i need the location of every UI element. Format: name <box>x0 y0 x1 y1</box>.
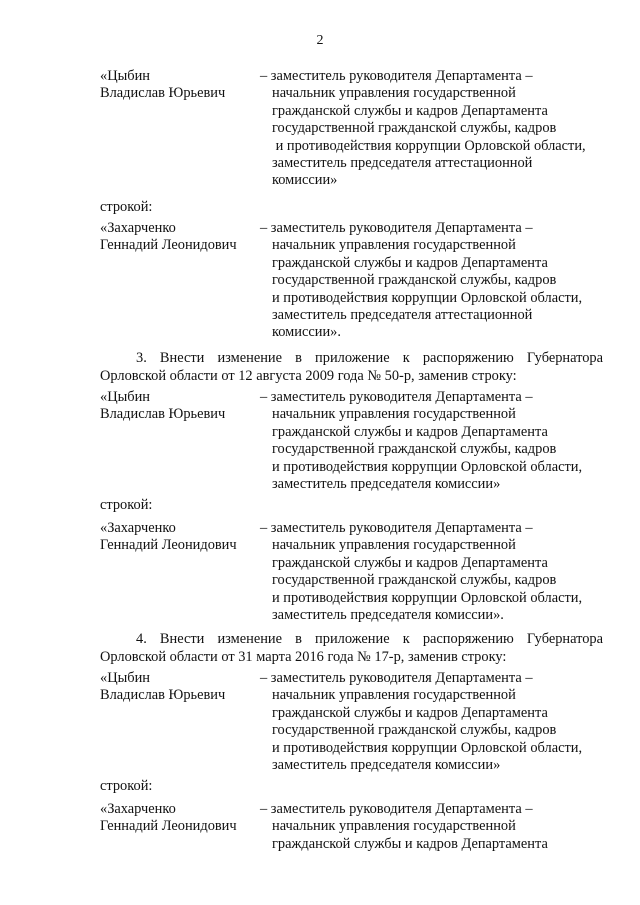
desc-line: заместитель председателя комиссии». <box>272 607 504 624</box>
desc-line: гражданской службы и кадров Департамента <box>272 254 548 271</box>
paragraph-line: 4. Внести изменение в приложение к распоряжению Губернатора <box>136 631 603 647</box>
desc-line: – заместитель руководителя Департамента – <box>260 801 533 817</box>
page-number: 2 <box>316 33 324 48</box>
desc-line: начальник управления государственной <box>272 687 516 704</box>
desc-line: начальник управления государственной <box>272 237 516 254</box>
desc-line: государственной гражданской службы, кадров <box>272 441 557 458</box>
desc-line: заместитель председателя аттестационной <box>272 155 533 172</box>
person-name <box>100 389 260 424</box>
desc-line: государственной гражданской службы, кадров <box>272 722 557 739</box>
desc-line: гражданской службы и кадров Департамента <box>272 423 548 440</box>
desc-line: государственной гражданской службы, кадров <box>272 272 557 289</box>
name-line: «Цыбин <box>100 670 150 686</box>
amendment-paragraph <box>100 630 603 666</box>
desc-line: и противодействия коррупции Орловской области, <box>272 289 583 306</box>
name-line: Владислав Юрьевич <box>100 687 226 704</box>
desc-line: комиссии» <box>272 172 338 189</box>
desc-line: и противодействия коррупции Орловской области, <box>272 458 583 475</box>
replace-with-label: строкой: <box>100 497 153 513</box>
position-description <box>260 220 620 342</box>
desc-line: начальник управления государственной <box>272 818 516 835</box>
desc-line: государственной гражданской службы, кадров <box>272 572 557 589</box>
desc-line: начальник управления государственной <box>272 85 516 102</box>
position-description <box>260 68 620 190</box>
name-line: «Захарченко <box>100 520 176 536</box>
name-line: Геннадий Леонидович <box>100 818 237 835</box>
paragraph-line: Орловской области от 12 августа 2009 года № 50-р, заменив строку: <box>100 368 517 384</box>
paragraph-line: Орловской области от 31 марта 2016 года № 17-р, заменив строку: <box>100 649 507 665</box>
replace-with-label: строкой: <box>100 199 153 215</box>
desc-line: заместитель председателя аттестационной <box>272 307 533 324</box>
desc-line: и противодействия коррупции Орловской области, <box>272 739 583 756</box>
person-name <box>100 220 260 255</box>
desc-line: – заместитель руководителя Департамента – <box>260 389 533 405</box>
position-description <box>260 670 620 774</box>
name-line: «Захарченко <box>100 801 176 817</box>
desc-line: гражданской службы и кадров Департамента <box>272 102 548 119</box>
replace-with-label: строкой: <box>100 778 153 794</box>
desc-line: начальник управления государственной <box>272 537 516 554</box>
desc-line: – заместитель руководителя Департамента – <box>260 520 533 536</box>
desc-line: – заместитель руководителя Департамента – <box>260 68 533 84</box>
desc-line: гражданской службы и кадров Департамента <box>272 554 548 571</box>
position-description <box>260 389 620 493</box>
name-line: «Захарченко <box>100 220 176 236</box>
name-line: Геннадий Леонидович <box>100 237 237 254</box>
desc-line: комиссии». <box>272 324 341 341</box>
name-line: «Цыбин <box>100 68 150 84</box>
desc-line: и противодействия коррупции Орловской области, <box>272 589 583 606</box>
desc-line: государственной гражданской службы, кадров <box>272 120 557 137</box>
desc-line: и противодействия коррупции Орловской области, <box>272 137 586 154</box>
name-line: Владислав Юрьевич <box>100 406 226 423</box>
desc-line: гражданской службы и кадров Департамента <box>272 835 548 852</box>
desc-line: – заместитель руководителя Департамента – <box>260 670 533 686</box>
name-line: Геннадий Леонидович <box>100 537 237 554</box>
desc-line: гражданской службы и кадров Департамента <box>272 704 548 721</box>
person-name <box>100 670 260 705</box>
amendment-paragraph <box>100 349 603 385</box>
desc-line: начальник управления государственной <box>272 406 516 423</box>
person-name <box>100 520 260 555</box>
position-description <box>260 801 620 853</box>
desc-line: – заместитель руководителя Департамента – <box>260 220 533 236</box>
name-line: «Цыбин <box>100 389 150 405</box>
desc-line: заместитель председателя комиссии» <box>272 757 501 774</box>
position-description <box>260 520 620 624</box>
person-name <box>100 68 260 103</box>
paragraph-line: 3. Внести изменение в приложение к распоряжению Губернатора <box>136 350 603 366</box>
name-line: Владислав Юрьевич <box>100 85 226 102</box>
desc-line: заместитель председателя комиссии» <box>272 476 501 493</box>
person-name <box>100 801 260 836</box>
